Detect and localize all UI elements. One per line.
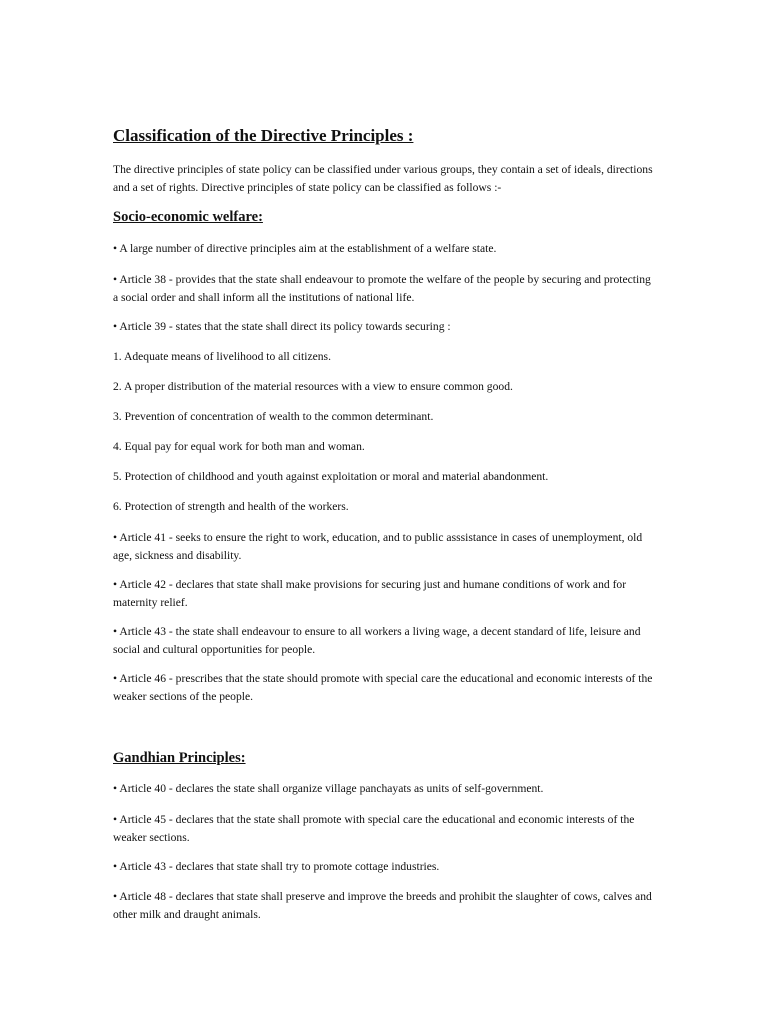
list-item: • Article 39 - states that the state shall direct its policy towards securing : — [113, 320, 451, 333]
list-item: • Article 46 - prescribes that the state should promote with special care the educational and economic interests of the weaker sections of the people. — [113, 672, 653, 703]
list-item: • Article 42 - declares that state shall make provisions for securing just and humane conditions of work and for maternity relief. — [113, 578, 627, 609]
list-item: • Article 43 - declares that state shall try to promote cottage industries. — [113, 860, 440, 873]
intro-paragraph: The directive principles of state policy can be classified under various groups, they contain a set of ideals, directions and a set of rights. Directive principles of state policy can be classified as follows :- — [113, 163, 653, 194]
list-item: 1. Adequate means of livelihood to all citizens. — [113, 350, 331, 363]
list-item: 5. Protection of childhood and youth against exploitation or moral and material abandonment. — [113, 470, 549, 483]
list-item: • Article 40 - declares the state shall organize village panchayats as units of self-government. — [113, 782, 544, 795]
list-item: • Article 38 - provides that the state shall endeavour to promote the welfare of the people by securing and protecting a social order and shall inform all the institutions of national life. — [113, 273, 651, 304]
list-item: 3. Prevention of concentration of wealth to the common determinant. — [113, 410, 434, 423]
list-item: 4. Equal pay for equal work for both man and woman. — [113, 440, 365, 453]
section-heading-socio-economic: Socio-economic welfare: — [113, 209, 263, 225]
document-title: Classification of the Directive Principles : — [113, 126, 414, 145]
list-item: 6. Protection of strength and health of the workers. — [113, 500, 349, 513]
list-item: • Article 45 - declares that the state shall promote with special care the educational and economic interests of the weaker sections. — [113, 813, 635, 844]
list-item: • Article 41 - seeks to ensure the right to work, education, and to public asssistance in cases of unemployment, old age, sickness and disability. — [113, 531, 643, 562]
list-item: 2. A proper distribution of the material resources with a view to ensure common good. — [113, 380, 513, 393]
list-item: • Article 48 - declares that state shall preserve and improve the breeds and prohibit the slaughter of cows, calves and other milk and draught animals. — [113, 890, 652, 921]
list-item: • A large number of directive principles aim at the establishment of a welfare state. — [113, 242, 497, 255]
section-heading-gandhian: Gandhian Principles: — [113, 750, 246, 766]
list-item: • Article 43 - the state shall endeavour to ensure to all workers a living wage, a decent standard of life, leisure and social and cultural opportunities for people. — [113, 625, 641, 656]
